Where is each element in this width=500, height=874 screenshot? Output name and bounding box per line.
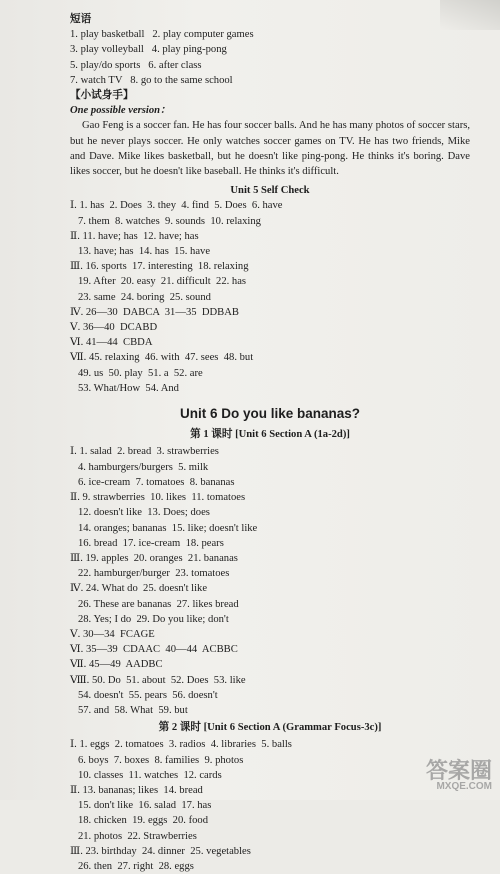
- answer-line: 54. doesn't 55. pears 56. doesn't: [70, 689, 218, 701]
- answer-line: Ⅷ. 50. Do 51. about 52. Does 53. like: [70, 674, 246, 686]
- phrases-title: 短语: [70, 14, 92, 25]
- page-corner-shadow: [440, 0, 500, 30]
- answer-line: Ⅲ. 16. sports 17. interesting 18. relaxing: [70, 261, 249, 273]
- answer-line: Ⅴ. 36—40 DCABD: [70, 322, 158, 334]
- unit6-title: Unit 6 Do you like bananas?: [179, 406, 361, 422]
- answer-line: 6. boys 7. boxes 8. families 9. photos: [70, 754, 244, 766]
- answer-line: Ⅶ. 45—49 AADBC: [70, 659, 163, 671]
- answer-line: Ⅴ. 30—34 FCAGE: [70, 628, 155, 640]
- answer-line: 28. Yes; I do 29. Do you like; don't: [70, 613, 229, 625]
- answer-line: Ⅱ. 9. strawberries 10. likes 11. tomatoes: [70, 492, 246, 504]
- answer-line: Ⅵ. 41—44 CBDA: [70, 337, 153, 349]
- lesson2-title: 第 2 课时 [Unit 6 Section A (Grammar Focus-3c)]: [158, 722, 382, 734]
- answer-line: 4. hamburgers/burgers 5. milk: [70, 461, 209, 473]
- phrases-line: 1. play basketball 2. play computer games: [70, 29, 254, 41]
- answer-line: Ⅳ. 24. What do 25. doesn't like: [70, 583, 208, 595]
- answer-line: 15. don't like 16. salad 17. has: [70, 800, 212, 812]
- answer-line: 23. same 24. boring 25. sound: [70, 291, 211, 303]
- answer-line: Ⅰ. 1. salad 2. bread 3. strawberries: [70, 446, 219, 458]
- answer-line: 57. and 58. What 59. but: [70, 704, 188, 716]
- answer-line: 49. us 50. play 51. a 52. are: [70, 367, 203, 379]
- answer-line: 10. classes 11. watches 12. cards: [70, 769, 222, 781]
- unit6-lesson1: [70, 427, 470, 718]
- answer-line: Ⅱ. 13. bananas; likes 14. bread: [70, 784, 203, 796]
- watermark-logo: [426, 760, 492, 792]
- watermark-text: 答案圈: [425, 758, 492, 783]
- answer-line: Ⅶ. 45. relaxing 46. with 47. sees 48. but: [70, 352, 254, 364]
- answer-line: 26. then 27. right 28. eggs: [70, 860, 194, 872]
- answer-line: 19. After 20. easy 21. difficult 22. has: [70, 276, 247, 288]
- version-label: One possible version：: [70, 105, 171, 117]
- answer-line: 21. photos 22. Strawberries: [70, 830, 197, 842]
- phrases-line: 7. watch TV 8. go to the same school: [70, 74, 233, 86]
- essay-paragraph: Gao Feng is a soccer fan. He has four soccer balls. And he has many photos of soccer stars, but he never plays soccer. He only watches soccer games on TV. He has two friends, Mike and Dave. Mike likes basketball, but he doesn't like ping-pong. He thinks it's boring. Dave likes soccer, but he doesn't like baseball. He thinks it's difficult.: [70, 120, 470, 178]
- unit5-self-check: [70, 183, 470, 396]
- watermark-site: MXQE.COM: [436, 781, 492, 792]
- answer-line: Ⅱ. 11. have; has 12. have; has: [70, 230, 199, 242]
- answer-line: Ⅲ. 23. birthday 24. dinner 25. vegetables: [70, 845, 251, 857]
- unit5-title: Unit 5 Self Check: [230, 185, 310, 197]
- phrases-line: 3. play volleyball 4. play ping-pong: [70, 44, 227, 56]
- answer-line: Ⅰ. 1. eggs 2. tomatoes 3. radios 4. libraries 5. balls: [70, 739, 292, 751]
- try-it-section: [70, 88, 470, 179]
- answer-line: 22. hamburger/burger 23. tomatoes: [70, 568, 230, 580]
- answer-line: Ⅲ. 19. apples 20. oranges 21. bananas: [70, 552, 238, 564]
- answer-line: 6. ice-cream 7. tomatoes 8. bananas: [70, 476, 235, 488]
- answer-line: 12. doesn't like 13. Does; does: [70, 507, 210, 519]
- answer-line: 13. have; has 14. has 15. have: [70, 246, 211, 258]
- answer-line: Ⅳ. 26—30 DABCA 31—35 DDBAB: [70, 306, 239, 318]
- answer-line: 53. What/How 54. And: [70, 382, 179, 394]
- phrases-section: [70, 12, 470, 88]
- answer-line: 7. them 8. watches 9. sounds 10. relaxing: [70, 215, 261, 227]
- lesson1-title: 第 1 课时 [Unit 6 Section A (1a-2d)]: [190, 429, 350, 441]
- answer-line: Ⅰ. 1. has 2. Does 3. they 4. find 5. Does 6. have: [70, 200, 283, 212]
- phrases-line: 5. play/do sports 6. after class: [70, 59, 202, 71]
- answer-line: 26. These are bananas 27. likes bread: [70, 598, 239, 610]
- answer-line: 18. chicken 19. eggs 20. food: [70, 815, 208, 827]
- answer-line: 14. oranges; bananas 15. like; doesn't like: [70, 522, 258, 534]
- answer-line: 16. bread 17. ice-cream 18. pears: [70, 537, 224, 549]
- answer-line: Ⅵ. 35—39 CDAAC 40—44 ACBBC: [70, 644, 238, 656]
- unit6-lesson2: [70, 720, 470, 874]
- try-it-title: 【小试身手】: [70, 90, 134, 102]
